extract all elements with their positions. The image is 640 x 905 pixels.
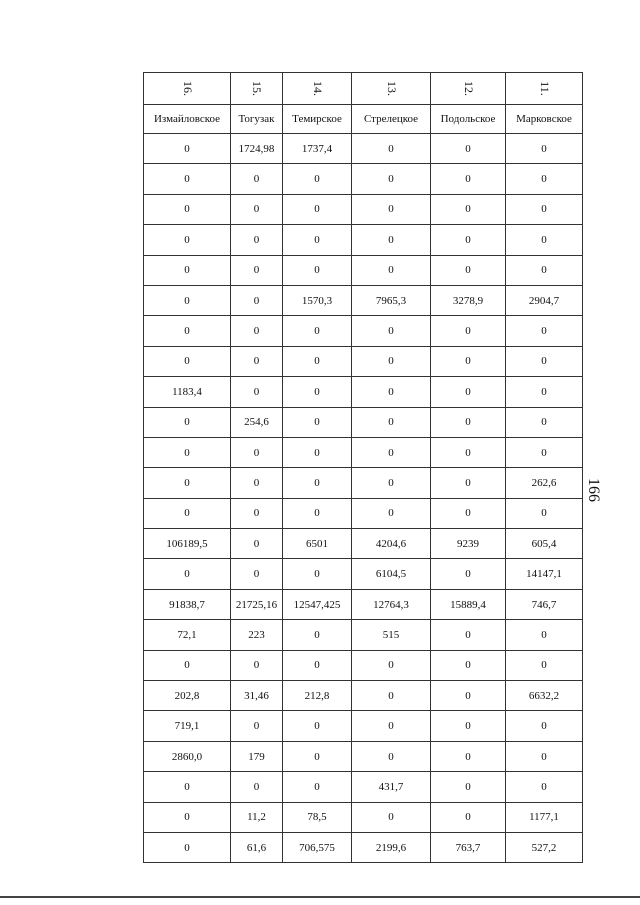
table-cell: 0 [283,377,352,407]
table-cell: 0 [431,559,506,589]
column-number-cell [144,73,231,105]
table-cell: 0 [431,134,506,164]
table-row [144,225,583,255]
table-cell: 0 [144,407,231,437]
table-row [144,529,583,559]
table-row [144,772,583,802]
table-row [144,711,583,741]
table-cell: 212,8 [283,681,352,711]
column-name-row [144,105,583,134]
column-number-cell [506,73,583,105]
table-cell: 0 [231,650,283,680]
table-cell: 0 [431,681,506,711]
table-cell: 12764,3 [352,589,431,619]
table-cell: 11,2 [231,802,283,832]
table-cell: 0 [506,741,583,771]
table-cell: 0 [231,377,283,407]
column-number-row [144,73,583,105]
table-cell: 0 [144,650,231,680]
table-cell: 0 [144,346,231,376]
table-cell: 1570,3 [283,285,352,315]
table-cell: 0 [283,225,352,255]
table-cell: 515 [352,620,431,650]
table-cell: 0 [352,711,431,741]
table-cell: 2860,0 [144,741,231,771]
table-row [144,134,583,164]
table-cell: 0 [431,498,506,528]
table-cell: 21725,16 [231,589,283,619]
table-cell: 0 [506,772,583,802]
column-name: Измайловское [144,105,231,134]
table-cell: 0 [431,194,506,224]
table-cell: 15889,4 [431,589,506,619]
table-cell: 0 [506,225,583,255]
table-cell: 6632,2 [506,681,583,711]
table-row [144,741,583,771]
table-cell: 1737,4 [283,134,352,164]
table-row [144,346,583,376]
table-row [144,498,583,528]
table-cell: 0 [352,437,431,467]
table-cell: 0 [506,711,583,741]
table-cell: 6501 [283,529,352,559]
table-cell: 0 [231,194,283,224]
table-cell: 0 [431,164,506,194]
table-cell: 0 [283,437,352,467]
table-cell: 0 [231,772,283,802]
table-cell: 0 [352,134,431,164]
table-cell: 2904,7 [506,285,583,315]
table-cell: 0 [283,316,352,346]
table-cell: 1177,1 [506,802,583,832]
table-cell: 0 [352,468,431,498]
table-cell: 0 [283,772,352,802]
table-cell: 223 [231,620,283,650]
table-cell: 0 [506,650,583,680]
table-cell: 0 [431,468,506,498]
bottom-rule [0,896,640,898]
table-cell: 0 [144,498,231,528]
table-cell: 262,6 [506,468,583,498]
column-number: 14. [310,81,325,96]
table-cell: 0 [431,772,506,802]
table-row [144,802,583,832]
table-cell: 0 [431,255,506,285]
table-cell: 0 [431,741,506,771]
table-cell: 1183,4 [144,377,231,407]
table-cell: 746,7 [506,589,583,619]
table-cell: 0 [283,711,352,741]
table-cell: 0 [431,346,506,376]
table-cell: 0 [431,316,506,346]
column-number-cell [231,73,283,105]
table-cell: 0 [231,285,283,315]
table-cell: 61,6 [231,832,283,862]
table-cell: 0 [144,225,231,255]
table-cell: 3278,9 [431,285,506,315]
table-row [144,832,583,862]
table-row [144,255,583,285]
table-cell: 0 [352,194,431,224]
table-cell: 0 [431,711,506,741]
table-cell: 78,5 [283,802,352,832]
table-cell: 0 [506,316,583,346]
table-cell: 0 [506,194,583,224]
table-row [144,589,583,619]
table-cell: 719,1 [144,711,231,741]
table-cell: 31,46 [231,681,283,711]
table-cell: 0 [352,346,431,376]
column-name: Темирское [283,105,352,134]
table-cell: 0 [506,164,583,194]
table-cell: 0 [283,498,352,528]
table-cell: 0 [144,772,231,802]
table-cell: 0 [506,407,583,437]
table-cell: 0 [352,316,431,346]
column-name: Стрелецкое [352,105,431,134]
table-cell: 0 [506,498,583,528]
table-cell: 106189,5 [144,529,231,559]
table-cell: 0 [231,468,283,498]
table-cell: 0 [283,194,352,224]
column-name: Подольское [431,105,506,134]
table-cell: 12547,425 [283,589,352,619]
table-cell: 0 [352,407,431,437]
table-cell: 0 [352,225,431,255]
table-cell: 706,575 [283,832,352,862]
table-cell: 0 [283,559,352,589]
table-cell: 0 [352,377,431,407]
table-cell: 6104,5 [352,559,431,589]
table-body [144,73,583,863]
table-cell: 0 [231,255,283,285]
table-row [144,285,583,315]
column-number-cell [431,73,506,105]
table-cell: 254,6 [231,407,283,437]
table-cell: 527,2 [506,832,583,862]
table-cell: 0 [231,559,283,589]
table-cell: 0 [283,620,352,650]
table-cell: 0 [231,225,283,255]
table-cell: 0 [283,741,352,771]
table-cell: 0 [506,255,583,285]
table-row [144,650,583,680]
table-cell: 0 [144,316,231,346]
table-cell: 0 [231,711,283,741]
table-cell: 0 [144,468,231,498]
table-row [144,407,583,437]
table-cell: 202,8 [144,681,231,711]
page-number-text: 166 [585,478,602,502]
table-cell: 0 [431,620,506,650]
table-row [144,468,583,498]
table-row [144,437,583,467]
table-cell: 0 [431,225,506,255]
data-table [143,72,583,863]
table-cell: 4204,6 [352,529,431,559]
table-cell: 0 [506,346,583,376]
table-cell: 0 [144,255,231,285]
table-cell: 9239 [431,529,506,559]
table-cell: 0 [431,377,506,407]
table-cell: 0 [352,255,431,285]
page-number [582,472,604,508]
table-cell: 72,1 [144,620,231,650]
table-cell: 763,7 [431,832,506,862]
column-name: Тогузак [231,105,283,134]
table-cell: 0 [144,802,231,832]
table-cell: 0 [231,529,283,559]
column-number-cell [283,73,352,105]
table-cell: 0 [506,134,583,164]
column-number: 11. [537,81,552,96]
table-cell: 0 [352,802,431,832]
table-cell: 0 [231,164,283,194]
column-name: Марковское [506,105,583,134]
table-row [144,316,583,346]
table-cell: 0 [283,255,352,285]
table-cell: 1724,98 [231,134,283,164]
table-cell: 0 [506,620,583,650]
table-cell: 0 [352,681,431,711]
table-cell: 0 [231,316,283,346]
table-row [144,194,583,224]
table-row [144,681,583,711]
table-cell: 0 [144,437,231,467]
table-row [144,377,583,407]
table-cell: 0 [231,346,283,376]
table-cell: 0 [144,164,231,194]
column-number-cell [352,73,431,105]
table-row [144,164,583,194]
table-cell: 0 [231,498,283,528]
table-cell: 7965,3 [352,285,431,315]
table-cell: 0 [144,285,231,315]
table-cell: 0 [352,741,431,771]
table-cell: 0 [506,437,583,467]
table-cell: 605,4 [506,529,583,559]
table-cell: 0 [431,437,506,467]
table-cell: 0 [283,650,352,680]
column-number: 13. [384,81,399,96]
table-cell: 0 [144,559,231,589]
table-cell: 0 [283,164,352,194]
table-cell: 2199,6 [352,832,431,862]
table-cell: 0 [231,437,283,467]
table-cell: 0 [431,802,506,832]
table-cell: 0 [283,468,352,498]
table-cell: 0 [352,164,431,194]
table-cell: 0 [352,650,431,680]
table-cell: 0 [283,346,352,376]
table-cell: 179 [231,741,283,771]
table-row [144,620,583,650]
table-cell: 0 [506,377,583,407]
table-cell: 431,7 [352,772,431,802]
column-number: 16. [180,81,195,96]
table-cell: 0 [283,407,352,437]
table-cell: 0 [352,498,431,528]
column-number: 12. [461,81,476,96]
table-cell: 0 [431,650,506,680]
table-row [144,559,583,589]
table-cell: 14147,1 [506,559,583,589]
table-cell: 0 [144,194,231,224]
table-cell: 0 [144,134,231,164]
table-cell: 0 [431,407,506,437]
table-cell: 91838,7 [144,589,231,619]
table-cell: 0 [144,832,231,862]
column-number: 15. [250,81,264,96]
